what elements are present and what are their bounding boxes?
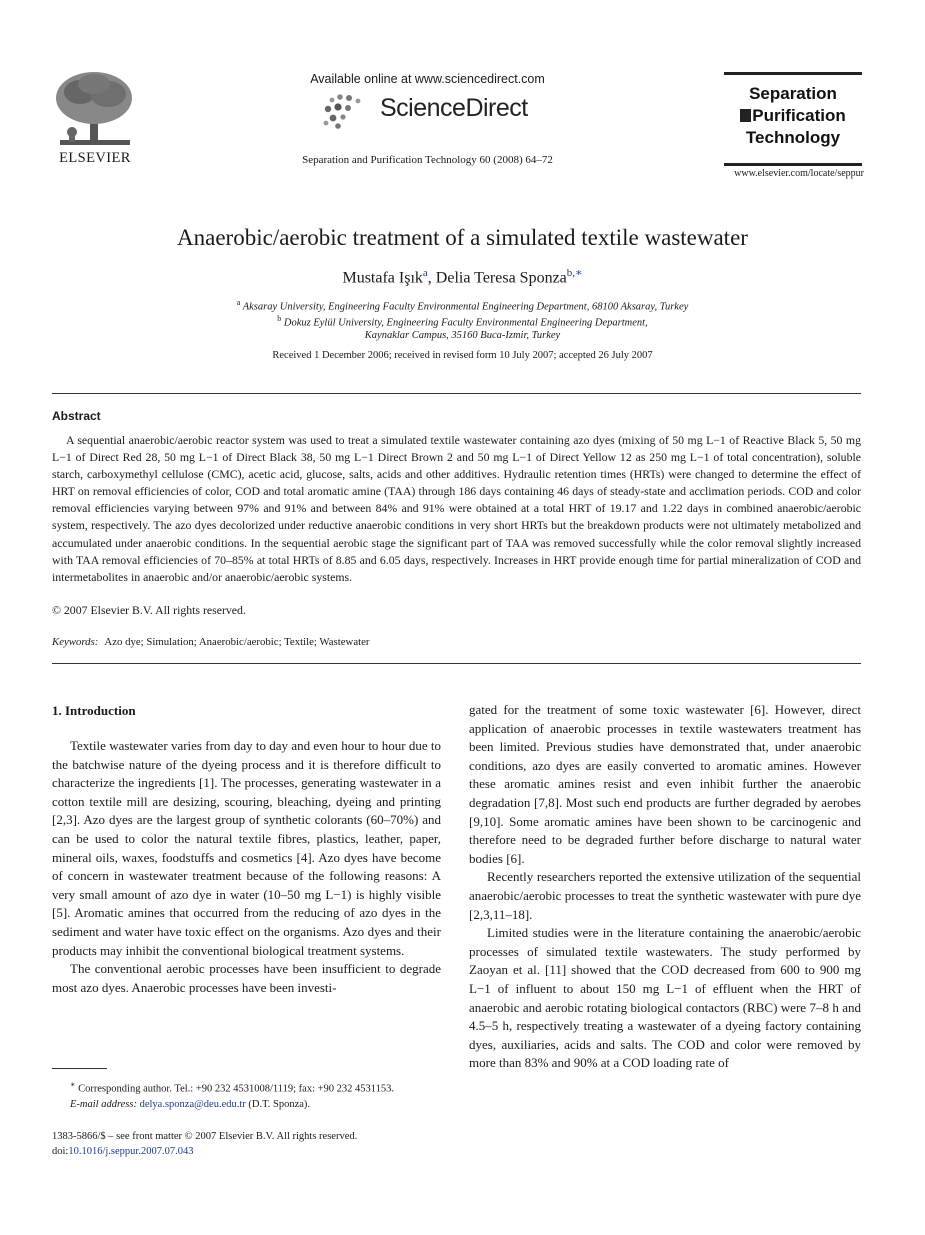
journal-logo-line: Purification <box>724 105 862 127</box>
issn-line: 1383-5866/$ – see front matter © 2007 Elsevier B.V. All rights reserved. <box>52 1131 358 1142</box>
sciencedirect-wordmark: ScienceDirect <box>380 94 528 122</box>
abstract-text: A sequential anaerobic/aerobic reactor system was used to treat a simulated textile wastewater containing azo dyes (mixing of 50 mg L−1 of Reactive Black 5, 50 mg L−1 of Direct Red 28, 50 mg L−1 of Direct Black 38, 50 mg L−1 Direct Brown 2 and 50 mg L−1 of Direct Yellow 12 as 250 mg L−1 of total concentration), soluble starch, carboxymethyl cellulose (CMC), acetic acid, glucose, salts, acids and other additives. Hydraulic retention times (HRTs) were changed to determine the effect of HRT on removal efficiencies of color, COD and total aromatic amine (TAA) through 186 days containing 46 days of steady-state and acclimation periods. COD and color removal efficiencies varying between 97% and 91% and between 84% and 91% were obtained at a total HRT of 19.17 and 1.22 days in combined anaerobic/aerobic system, respectively. The azo dyes decolorized under reductive anaerobic conditions in very short HRTs but the breakdown products were not ultimately metabolized and accumulated under anaerobic conditions. In the sequential aerobic stage the significant part of TAA was removed successfully while the color removal slightly increased with TAA removal efficiencies of 70–85% at total HRTs of 8.85 and 6.05 days, respectively. Increases in HRT provide enough time for partial mineralization of COD and intermetabolites in anaerobic and/or anaerobic/aerobic systems. <box>52 433 861 584</box>
email-link[interactable]: delya.sponza@deu.edu.tr <box>139 1098 246 1110</box>
left-column <box>52 737 441 997</box>
journal-logo <box>724 72 862 166</box>
divider <box>52 663 861 664</box>
sciencedirect-logo <box>318 92 548 132</box>
abstract-copyright: © 2007 Elsevier B.V. All rights reserved. <box>52 603 246 617</box>
divider <box>52 393 861 394</box>
abstract-heading: Abstract <box>52 409 101 423</box>
paragraph: Recently researchers reported the extensive utilization of the sequential anaerobic/aerobic processes to treat the synthetic wastewater with pure dye [2,3,11–18]. <box>469 869 861 922</box>
affiliation-mark[interactable]: a <box>422 267 428 279</box>
elsevier-logo <box>50 70 140 170</box>
available-online-text: Available online at www.sciencedirect.com <box>310 72 545 86</box>
paragraph: gated for the treatment of some toxic wastewater [6]. However, direct application of anaerobic processes in textile wastewaters treatment has been limited. Previous studies have demonstrated that, under anaerobic conditions, azo dyes are easily converted to aromatic amines. However these aromatic amines resist and even inhibit further the anaerobic degradation [7,8]. Most such end products are further degraded by aerobes [9,10]. Some aromatic amines have been shown to be carcinogenic and therefore need to be degraded further before discharge to natural water bodies [6]. <box>469 702 861 866</box>
journal-reference: Separation and Purification Technology 60 (2008) 64–72 <box>302 154 553 166</box>
author-name: Mustafa Işık <box>342 269 423 287</box>
journal-logo-line: Separation <box>749 84 837 103</box>
received-dates: Received 1 December 2006; received in revised form 10 July 2007; accepted 26 July 2007 <box>272 350 653 361</box>
article-title: Anaerobic/aerobic treatment of a simulated textile wastewater <box>177 225 748 250</box>
doi-link[interactable]: 10.1016/j.seppur.2007.07.043 <box>68 1146 194 1157</box>
author-list: Mustafa Işık$^a$, Delia Teresa Sponza$^{b,∗}$ <box>342 267 583 287</box>
doi-line: doi:10.1016/j.seppur.2007.07.043 <box>52 1146 194 1157</box>
paragraph: Textile wastewater varies from day to day and even hour to hour due to the batchwise nature of the dyeing process and it is therefore difficult to characterize the ingredients [1]. The processes, generating wastewater in a cotton textile mill are desizing, scouring, bleaching, dyeing and printing [2,3]. Azo dyes are the largest group of synthetic colorants (60–70%) and can be used to color the natural textile fibres, plastics, leather, paper, mineral oils, waxes, foodstuffs and cosmetics [4]. Azo dyes have become of concern in wastewater treatment because of the following reasons: A very small amount of azo dye in water (10–50 mg L−1) is highly visible [5]. Aromatic amines that occurred from the reducing of azo dyes in the sediment and water have toxic effect on the organisms. Azo dyes and their products may inhibit the conventional biological treatment systems. <box>52 738 441 958</box>
keywords <box>52 636 370 648</box>
journal-square-icon <box>740 109 751 122</box>
elsevier-tree-icon <box>50 70 140 148</box>
affiliation-mark[interactable]: b,∗ <box>566 267 583 279</box>
right-column <box>469 701 861 1073</box>
affiliation-b-address: Kaynaklar Campus, 35160 Buca-Izmir, Turkey <box>364 330 561 341</box>
publisher-name: ELSEVIER <box>59 150 131 166</box>
journal-logo-line: Technology <box>745 128 841 147</box>
affiliation-a: $^a$ Aksaray University, Engineering Faculty Environmental Engineering Department, 68100 Aksaray, Turkey <box>236 298 689 313</box>
footnote-corresponding: ∗ Corresponding author. Tel.: +90 232 4531008/1119; fax: +90 232 4531153. E-mail address: delya.sponza@deu.edu.tr (D.T. Sponza). <box>70 1080 395 1110</box>
front-matter <box>52 1129 357 1159</box>
journal-url[interactable]: www.elsevier.com/locate/seppur <box>734 168 864 179</box>
footnote-rule <box>52 1068 107 1069</box>
sciencedirect-dots-icon <box>318 92 378 132</box>
paragraph: The conventional aerobic processes have been insufficient to degrade most azo dyes. Anaerobic processes have been investi- <box>52 961 441 995</box>
keywords-label: Keywords: <box>52 636 99 648</box>
affiliation-b: $^b$ Dokuz Eylül University, Engineering Faculty Environmental Engineering Department, <box>277 314 648 329</box>
paragraph: Limited studies were in the literature containing the anaerobic/aerobic processes of simulated textile wastewaters. The study performed by Zaoyan et al. [11] showed that the COD decreased from 600 to 900 mg L−1 of influent to about 150 mg L−1 of effluent when the HRT of anaerobic and aerobic rotating biological contactors (RBC) were 7–8 h and 4.5–5 h, respectively treating a wastewater of a dyeing factory containing dyes, auxiliaries, acids and salts. The COD and color were removed by more than 83% and 90% at a COD loading rate of <box>469 925 861 1071</box>
section-heading: 1. Introduction <box>52 703 136 718</box>
author-name: Delia Teresa Sponza <box>435 269 567 287</box>
keywords-list: Azo dye; Simulation; Anaerobic/aerobic; Textile; Wastewater <box>104 636 370 648</box>
